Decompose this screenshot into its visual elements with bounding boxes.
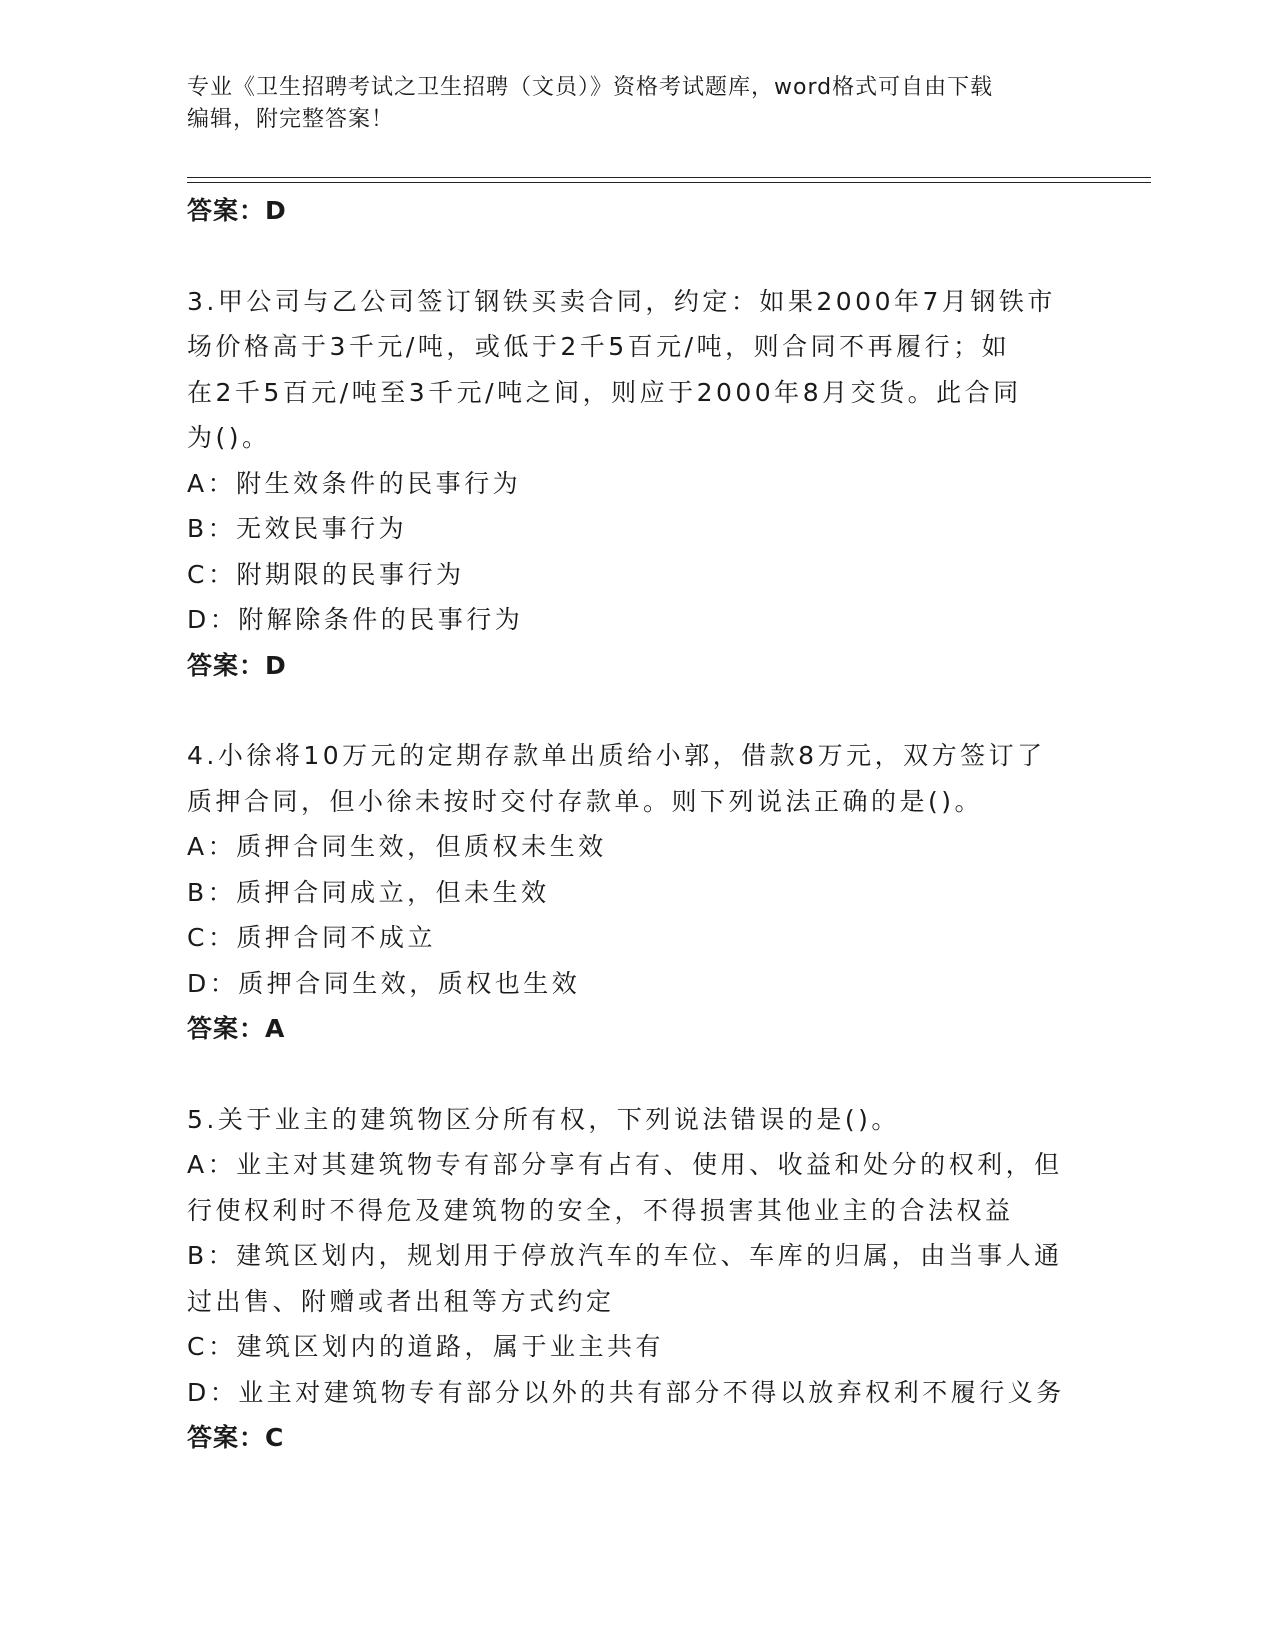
- header-line-2: 编辑，附完整答案！: [187, 107, 395, 132]
- question-list: [187, 188, 1067, 1461]
- question-stem-line: 3.甲公司与乙公司签订钢铁买卖合同，约定：如果2000年7月钢铁市: [187, 286, 1056, 316]
- answer: 答案：A: [187, 1014, 286, 1043]
- option-a: A：附生效条件的民事行为: [187, 468, 522, 498]
- question-stem-line: 质押合同，但小徐未按时交付存款单。则下列说法正确的是()。: [187, 786, 984, 816]
- option-a: A：业主对其建筑物专有部分享有占有、使用、收益和处分的权利，但: [187, 1150, 1063, 1179]
- option-b: B：无效民事行为: [187, 514, 408, 543]
- previous-answer: 答案：D: [187, 196, 287, 225]
- option-b: B：质押合同成立，但未生效: [187, 877, 550, 907]
- question-4: [187, 733, 1067, 1052]
- option-c: C：建筑区划内的道路，属于业主共有: [187, 1332, 664, 1361]
- question-3: [187, 279, 1067, 689]
- option-a-continued: 行使权利时不得危及建筑物的安全，不得损害其他业主的合法权益: [187, 1195, 1014, 1225]
- header-divider-top: [187, 177, 1151, 178]
- option-a: A：质押合同生效，但质权未生效: [187, 832, 607, 861]
- header-divider-bottom: [187, 182, 1151, 183]
- answer: 答案：D: [187, 650, 287, 680]
- answer: 答案：C: [187, 1423, 285, 1452]
- question-stem-line: 为()。: [187, 423, 271, 452]
- spacer: [187, 688, 1067, 733]
- spacer: [187, 1052, 1067, 1097]
- option-c: C：附期限的民事行为: [187, 559, 465, 589]
- option-c: C：质押合同不成立: [187, 923, 436, 952]
- option-b-continued: 过出售、附赠或者出租等方式约定: [187, 1286, 615, 1316]
- spacer: [187, 234, 1067, 279]
- question-stem-line: 5.关于业主的建筑物区分所有权，下列说法错误的是()。: [187, 1104, 900, 1134]
- page-header: [187, 72, 1067, 136]
- option-b: B：建筑区划内，规划用于停放汽车的车位、车库的归属，由当事人通: [187, 1241, 1063, 1270]
- option-d: D：业主对建筑物专有部分以外的共有部分不得以放弃权利不履行义务: [187, 1377, 1065, 1407]
- question-stem-line: 在2千5百元/吨至3千元/吨之间，则应于2000年8月交货。此合同: [187, 377, 1022, 407]
- question-stem-line: 场价格高于3千元/吨，或低于2千5百元/吨，则合同不再履行；如: [187, 332, 1011, 361]
- option-d: D：质押合同生效，质权也生效: [187, 968, 581, 998]
- question-5: [187, 1097, 1067, 1461]
- option-d: D：附解除条件的民事行为: [187, 605, 524, 634]
- question-stem-line: 4.小徐将10万元的定期存款单出质给小郭，借款8万元，双方签订了: [187, 741, 1046, 770]
- header-line-1: 专业《卫生招聘考试之卫生招聘（文员）》资格考试题库，word格式可自由下载: [187, 75, 994, 100]
